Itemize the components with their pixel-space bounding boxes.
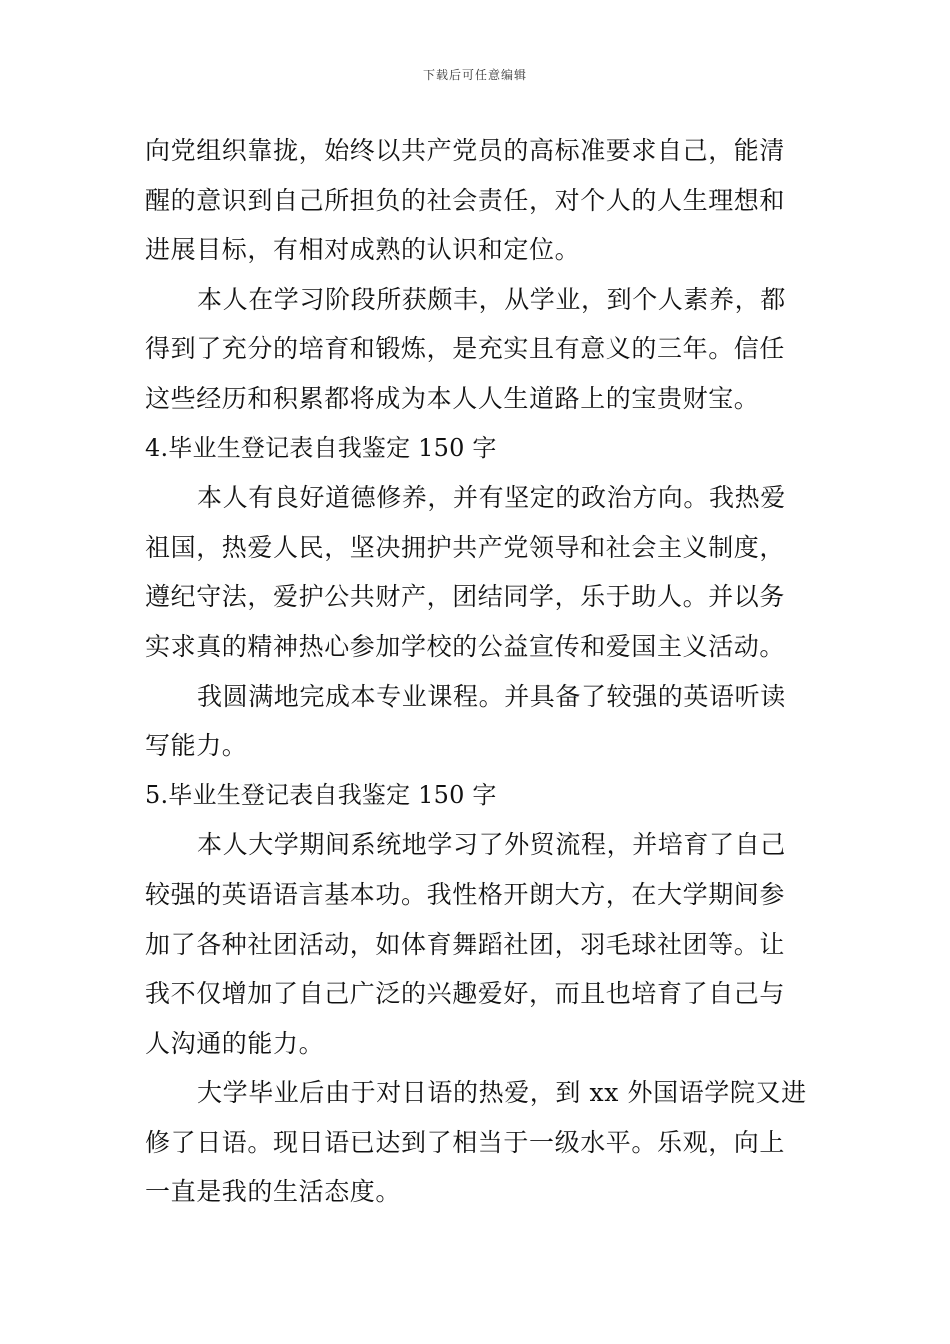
paragraph-line: 得到了充分的培育和锻炼，是充实且有意义的三年。信任	[145, 334, 786, 364]
section-heading: 4.毕业生登记表自我鉴定 150 字	[145, 433, 497, 462]
paragraph-line: 修了日语。现日语已达到了相当于一级水平。乐观，向上	[145, 1127, 786, 1157]
paragraph-line: 一直是我的生活态度。	[145, 1177, 402, 1207]
page-header-note: 下载后可任意编辑	[422, 68, 527, 82]
paragraph-line: 醒的意识到自己所担负的社会责任，对个人的人生理想和	[145, 185, 786, 215]
paragraph-line: 大学毕业后由于对日语的热爱，到 xx 外国语学院又进	[197, 1078, 807, 1108]
paragraph-line: 这些经历和积累都将成为本人人生道路上的宝贵财宝。	[145, 383, 760, 413]
paragraph-line: 人沟通的能力。	[145, 1028, 325, 1058]
paragraph-line: 我圆满地完成本专业课程。并具备了较强的英语听读	[197, 681, 786, 711]
paragraph-line: 实求真的精神热心参加学校的公益宣传和爱国主义活动。	[145, 631, 786, 661]
paragraph-line: 本人有良好道德修养，并有坚定的政治方向。我热爱	[197, 483, 786, 513]
paragraph-line: 本人在学习阶段所获颇丰，从学业，到个人素养，都	[197, 284, 786, 314]
section-heading: 5.毕业生登记表自我鉴定 150 字	[145, 780, 497, 809]
paragraph-line: 我不仅增加了自己广泛的兴趣爱好，而且也培育了自己与	[145, 979, 786, 1009]
paragraph-line: 本人大学期间系统地学习了外贸流程，并培育了自己	[197, 830, 786, 860]
paragraph-line: 加了各种社团活动，如体育舞蹈社团，羽毛球社团等。让	[145, 929, 786, 959]
paragraph-line: 遵纪守法，爱护公共财产，团结同学，乐于助人。并以务	[145, 582, 786, 612]
paragraph-line: 向党组织靠拢，始终以共产党员的高标准要求自己，能清	[145, 136, 786, 165]
paragraph-line: 祖国，热爱人民，坚决拥护共产党领导和社会主义制度，	[145, 532, 786, 562]
paragraph-line: 较强的英语语言基本功。我性格开朗大方，在大学期间参	[145, 879, 786, 909]
paragraph-line: 进展目标，有相对成熟的认识和定位。	[145, 235, 581, 265]
paragraph-line: 写能力。	[145, 731, 248, 761]
document-body	[145, 126, 810, 1217]
